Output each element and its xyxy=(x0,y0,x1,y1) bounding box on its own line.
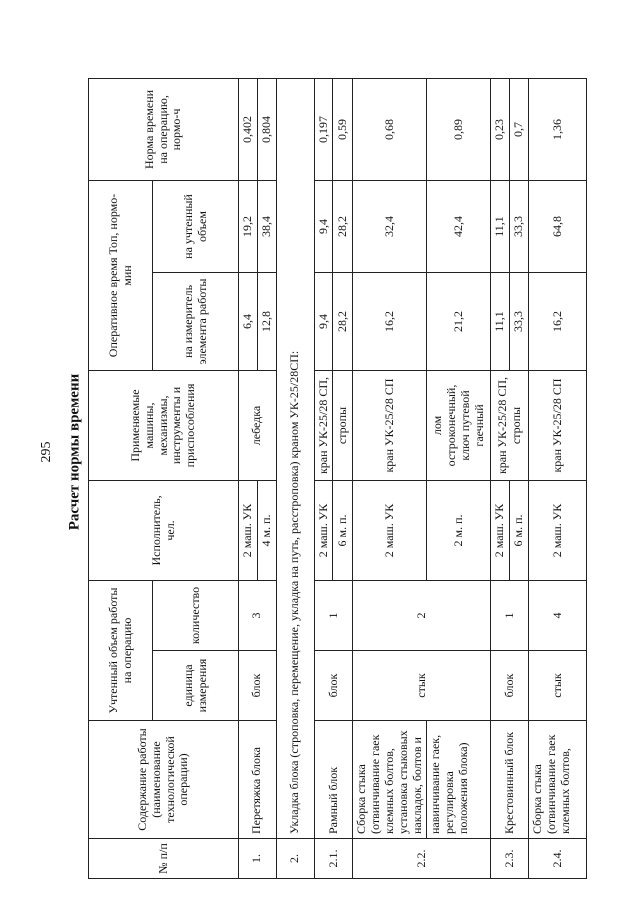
row-per-meter: 12,8 xyxy=(257,272,276,370)
row-per-volume: 33,3 xyxy=(510,180,529,272)
row-executor: 2 маш. УК xyxy=(353,480,427,580)
header-row xyxy=(89,78,153,878)
row-per-volume: 64,8 xyxy=(528,180,586,272)
row-per-meter: 6,4 xyxy=(239,272,258,370)
row-executor: 2 маш. УК xyxy=(491,480,510,580)
header-content: Содержание работы (наименование технологической операции) xyxy=(89,721,239,839)
row-unit: стык xyxy=(353,651,491,721)
row-content: Сборка стыка (отвинчивание гаек клемных болтов, установка стыковых накладок, болтов и xyxy=(353,721,427,839)
row-per-meter: 11,1 xyxy=(491,272,510,370)
row-norm: 0,59 xyxy=(333,78,353,180)
row-per-meter: 33,3 xyxy=(510,272,529,370)
row-num: 2.2. xyxy=(353,839,491,879)
row-per-volume: 42,4 xyxy=(427,180,491,272)
row-executor: 6 м. п. xyxy=(333,480,353,580)
row-executor: 2 маш. УК xyxy=(239,480,258,580)
header-volume: Учтенный объем работы на операцию xyxy=(89,580,153,720)
header-per-meter: на измеритель элемента работы xyxy=(153,272,239,370)
row-qty: 2 xyxy=(353,580,491,650)
row-norm: 0,23 xyxy=(491,78,510,180)
section-title: Укладка блока (строповка, перемещение, укладка на путь, расстроповка) краном УК-25/28СП: xyxy=(276,78,314,838)
row-num: 1. xyxy=(239,839,277,879)
row-per-volume: 19,2 xyxy=(239,180,258,272)
row-unit: блок xyxy=(239,651,277,721)
row-per-meter: 9,4 xyxy=(314,272,333,370)
row-content: Рамный блок xyxy=(314,721,353,839)
header-executor: Исполнитель, чел. xyxy=(89,480,239,580)
row-per-meter: 16,2 xyxy=(528,272,586,370)
page-title: Расчет нормы времени xyxy=(66,373,83,531)
row-norm: 0,197 xyxy=(314,78,333,180)
row-content: навинчивание гаек, регулировка положения блока) xyxy=(427,721,491,839)
row-norm: 0,7 xyxy=(510,78,529,180)
section-row xyxy=(276,78,314,878)
table-row xyxy=(491,78,510,878)
row-executor: 4 м. п. xyxy=(257,480,276,580)
row-per-volume: 32,4 xyxy=(353,180,427,272)
table-row xyxy=(528,78,586,878)
row-executor: 6 м. п. xyxy=(510,480,529,580)
table-row xyxy=(353,78,427,878)
header-norm: Норма времени на операцию, нормо-ч xyxy=(89,78,239,180)
row-per-meter: 28,2 xyxy=(333,272,353,370)
page-number: 295 xyxy=(39,441,54,463)
row-executor: 2 маш. УК xyxy=(528,480,586,580)
row-unit: блок xyxy=(314,651,353,721)
header-tools: Применяемые машины, механизмы, инструменты и приспособления xyxy=(89,370,239,480)
row-per-volume: 11,1 xyxy=(491,180,510,272)
row-tools: кран УК-25/28 СП xyxy=(353,370,427,480)
row-content: Крестовинный блок xyxy=(491,721,529,839)
row-num: 2.4. xyxy=(528,839,586,879)
row-num: 2.1. xyxy=(314,839,353,879)
row-norm: 1,36 xyxy=(528,78,586,180)
row-num: 2.3. xyxy=(491,839,529,879)
header-qty: количество xyxy=(153,580,239,650)
header-unit: единица измерения xyxy=(153,651,239,721)
row-per-volume: 28,2 xyxy=(333,180,353,272)
row-executor: 2 м. п. xyxy=(427,480,491,580)
row-unit: стык xyxy=(528,651,586,721)
row-tools: стропы xyxy=(333,370,353,480)
row-per-volume: 38,4 xyxy=(257,180,276,272)
row-qty: 3 xyxy=(239,580,277,650)
row-per-meter: 16,2 xyxy=(353,272,427,370)
row-content: Сборка стыка (отвинчивание гаек клемных болтов, xyxy=(528,721,586,839)
row-tools: лебедка xyxy=(239,370,277,480)
header-per-volume: на учтенный объем xyxy=(153,180,239,272)
row-content: Перетяжка блока xyxy=(239,721,277,839)
row-norm: 0,89 xyxy=(427,78,491,180)
row-num: 2. xyxy=(276,839,314,879)
table-row xyxy=(314,78,333,878)
row-tools: кран УК-25/28 СП, стропы xyxy=(491,370,529,480)
header-num: № п/п xyxy=(89,839,239,879)
row-tools: кран УК-25/28 СП xyxy=(528,370,586,480)
row-norm: 0,68 xyxy=(353,78,427,180)
header-optime: Оперативное время Топ, нормо-мин xyxy=(89,180,153,370)
norm-table-container xyxy=(88,79,608,879)
row-qty: 1 xyxy=(314,580,353,650)
table-row xyxy=(239,78,258,878)
row-per-volume: 9,4 xyxy=(314,180,333,272)
row-per-meter: 21,2 xyxy=(427,272,491,370)
row-qty: 4 xyxy=(528,580,586,650)
row-tools: лом остроконечный, ключ путевой гаечный xyxy=(427,370,491,480)
row-tools: кран УК-25/28 СП, xyxy=(314,370,333,480)
row-norm: 0,804 xyxy=(257,78,276,180)
table-row xyxy=(427,78,491,878)
row-norm: 0,402 xyxy=(239,78,258,180)
time-norm-table xyxy=(88,78,587,879)
row-executor: 2 маш. УК xyxy=(314,480,333,580)
row-unit: блок xyxy=(491,651,529,721)
row-qty: 1 xyxy=(491,580,529,650)
